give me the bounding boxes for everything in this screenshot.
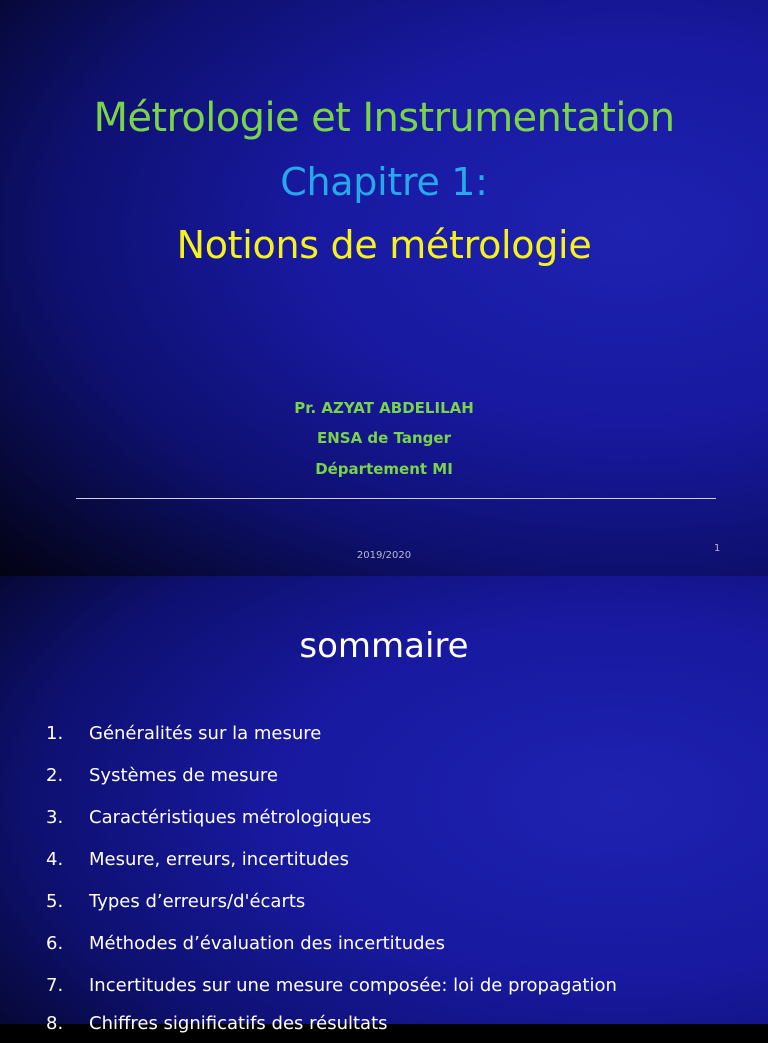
- list-item: [0, 807, 768, 837]
- item-number: 8.: [46, 1013, 64, 1034]
- list-item: [0, 849, 768, 879]
- list-item: [0, 765, 768, 795]
- list-item: [0, 975, 768, 1005]
- footer-date: 2019/2020: [356, 550, 412, 561]
- author-name: Pr. AZYAT ABDELILAH: [294, 399, 474, 417]
- item-text: Systèmes de mesure: [89, 765, 278, 786]
- footer-divider: [76, 498, 716, 499]
- item-number: 5.: [46, 891, 64, 912]
- item-number: 6.: [46, 933, 64, 954]
- item-number: 3.: [46, 807, 64, 828]
- page-number: 1: [714, 543, 721, 554]
- list-item: [0, 933, 768, 963]
- list-item: [0, 891, 768, 921]
- item-text: Chiffres significatifs des résultats: [89, 1013, 388, 1034]
- item-text: Méthodes d’évaluation des incertitudes: [89, 933, 446, 954]
- course-title: Métrologie et Instrumentation: [93, 95, 675, 141]
- item-number: 4.: [46, 849, 64, 870]
- item-text: Incertitudes sur une mesure composée: loi de propagation: [89, 975, 617, 996]
- item-number: 1.: [46, 723, 64, 744]
- department-name: Département MI: [315, 460, 453, 478]
- school-name: ENSA de Tanger: [317, 429, 451, 447]
- summary-title: sommaire: [299, 626, 469, 666]
- list-item: [0, 723, 768, 753]
- list-item: [0, 1013, 768, 1043]
- item-text: Mesure, erreurs, incertitudes: [89, 849, 349, 870]
- item-text: Généralités sur la mesure: [89, 723, 322, 744]
- item-number: 2.: [46, 765, 64, 786]
- chapter-title: Notions de métrologie: [176, 223, 592, 267]
- item-text: Caractéristiques métrologiques: [89, 807, 372, 828]
- item-number: 7.: [46, 975, 64, 996]
- item-text: Types d’erreurs/d'écarts: [89, 891, 306, 912]
- chapter-label: Chapitre 1:: [280, 160, 488, 204]
